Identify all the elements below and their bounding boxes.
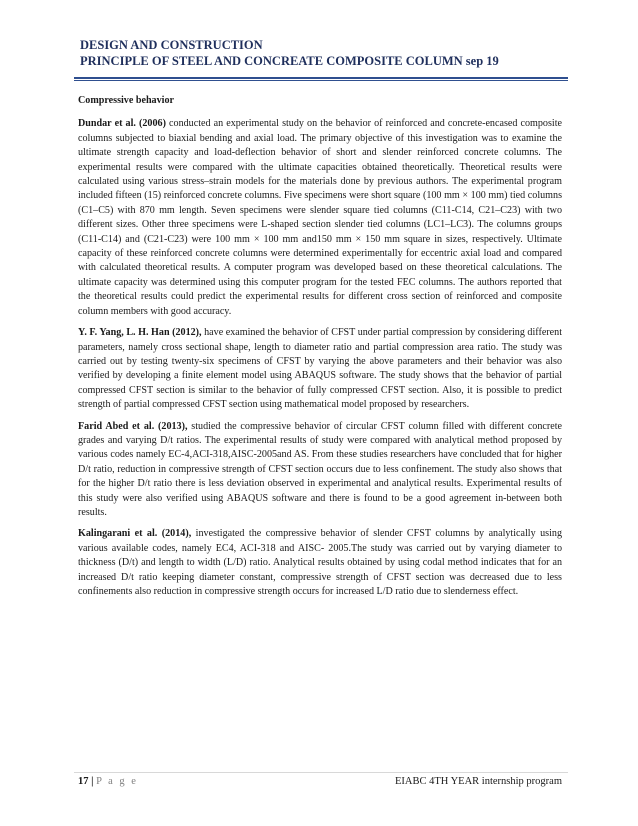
author-citation: Kalingarani et al. (2014), <box>78 528 192 540</box>
author-citation: Y. F. Yang, L. H. Han (2012), <box>78 327 202 339</box>
paragraph-text: investigated the compressive behavior of slender CFST columns by analytically using various available codes, namely EC4, ACI-318 and AISC- 2005.The study was carried out by varying diameter to thickness (D/t) and length to width (L/D) ratio. Analytical results obtained by using codal method indicates that for an increased D/t ratio keeping diameter constant, compressive strength of CFST section was decreased due to less confinements also reduction in compressive strength occurs for increased L/D ratio due to slenderness effect. <box>78 528 562 597</box>
page-header <box>80 37 570 69</box>
header-title-line-2: PRINCIPLE OF STEEL AND CONCREATE COMPOSITE COLUMN sep 19 <box>80 54 499 68</box>
main-content <box>78 94 562 606</box>
header-divider <box>74 77 568 81</box>
section-heading: Compressive behavior <box>78 95 174 106</box>
footer-program-text: EIABC 4TH YEAR internship program <box>394 776 562 787</box>
author-citation: Dundar et al. (2006) <box>78 118 166 130</box>
page-separator: | <box>91 776 94 787</box>
paragraph-dundar <box>78 117 562 319</box>
page-label: P a g e <box>96 776 138 787</box>
paragraph-text: have examined the behavior of CFST under partial compression by considering different parameters, namely cross sectional shape, length to diameter ratio and partial compression area ratio. The study was carried out by testing twenty-six specimens of CFST by varying the above parameters and their behavior was also verified by developing a finite element model using ABAQUS software. The study shows that the behavior of partial compressed CFST section is similar to the behavior of fully compressed CFST section. Also, it is possible to predict strength of partial compressed CFST section using mathematical model proposed by researchers. <box>78 327 562 411</box>
paragraph-abed <box>78 420 562 521</box>
page-number: 17 <box>78 776 89 787</box>
footer-divider <box>74 772 568 773</box>
paragraph-text: studied the compressive behavior of circular CFST column filled with different concrete grades and varying D/t ratios. The experimental results of study were compared with analytical method proposed by various codes namely EC-4,ACI-318,AISC-2005and AS. From these studies researchers have concluded that for higher D/t ratio, reduction in compressive strength of CFST section occurs due to less confinement. The study also shows that for the higher D/t ratio there is less deviation observed in experimental and analytical results. Experimental results of this study were also verified using ABAQUS software and there is found to be a good agreement in-between both results. <box>78 420 562 518</box>
header-title-line-1: DESIGN AND CONSTRUCTION <box>80 38 263 52</box>
paragraph-kalingarani <box>78 527 562 599</box>
author-citation: Farid Abed et al. (2013), <box>78 420 188 432</box>
paragraph-yang-han <box>78 326 562 412</box>
paragraph-text: conducted an experimental study on the behavior of reinforced and concrete-encased composite columns subjected to biaxial bending and axial load. The primary objective of this investigation was to examine the ultimate strength capacity and load-deflection behavior of short and slender reinforced concrete columns. The experimental results were compared with the ultimate capacities obtained theoretically. Theoretical results were calculated using various stress–strain models for the materials done by previous authors. The experimental program included fifteen (15) reinforced concrete columns. Five specimens were short square (100 mm × 100 mm) tied columns (C1–C5) with 870 mm length. Seven specimens were slender square tied columns (C11-C14, C21–C23) with two different sizes. Other three specimens were L-shaped section slender tied columns (LC1–LC3). The columns groups (C11-C14) and (C21-C23) were 100 mm × 100 mm and150 mm × 150 mm square in sizes, respectively. Ultimate capacity of these reinforced concrete columns were determined experimentally for eccentric axial load and compared with calculated theoretical results. A computer program was developed based on these theoretical calculations. The ultimate capacity was determined using this computer program for the tested FEC columns. The authors reported that the theoretical results could predict the experimental results for different cross section of reinforced and composite column members with good accuracy. <box>78 118 562 317</box>
page-indicator <box>78 776 138 787</box>
page-footer <box>78 776 562 787</box>
